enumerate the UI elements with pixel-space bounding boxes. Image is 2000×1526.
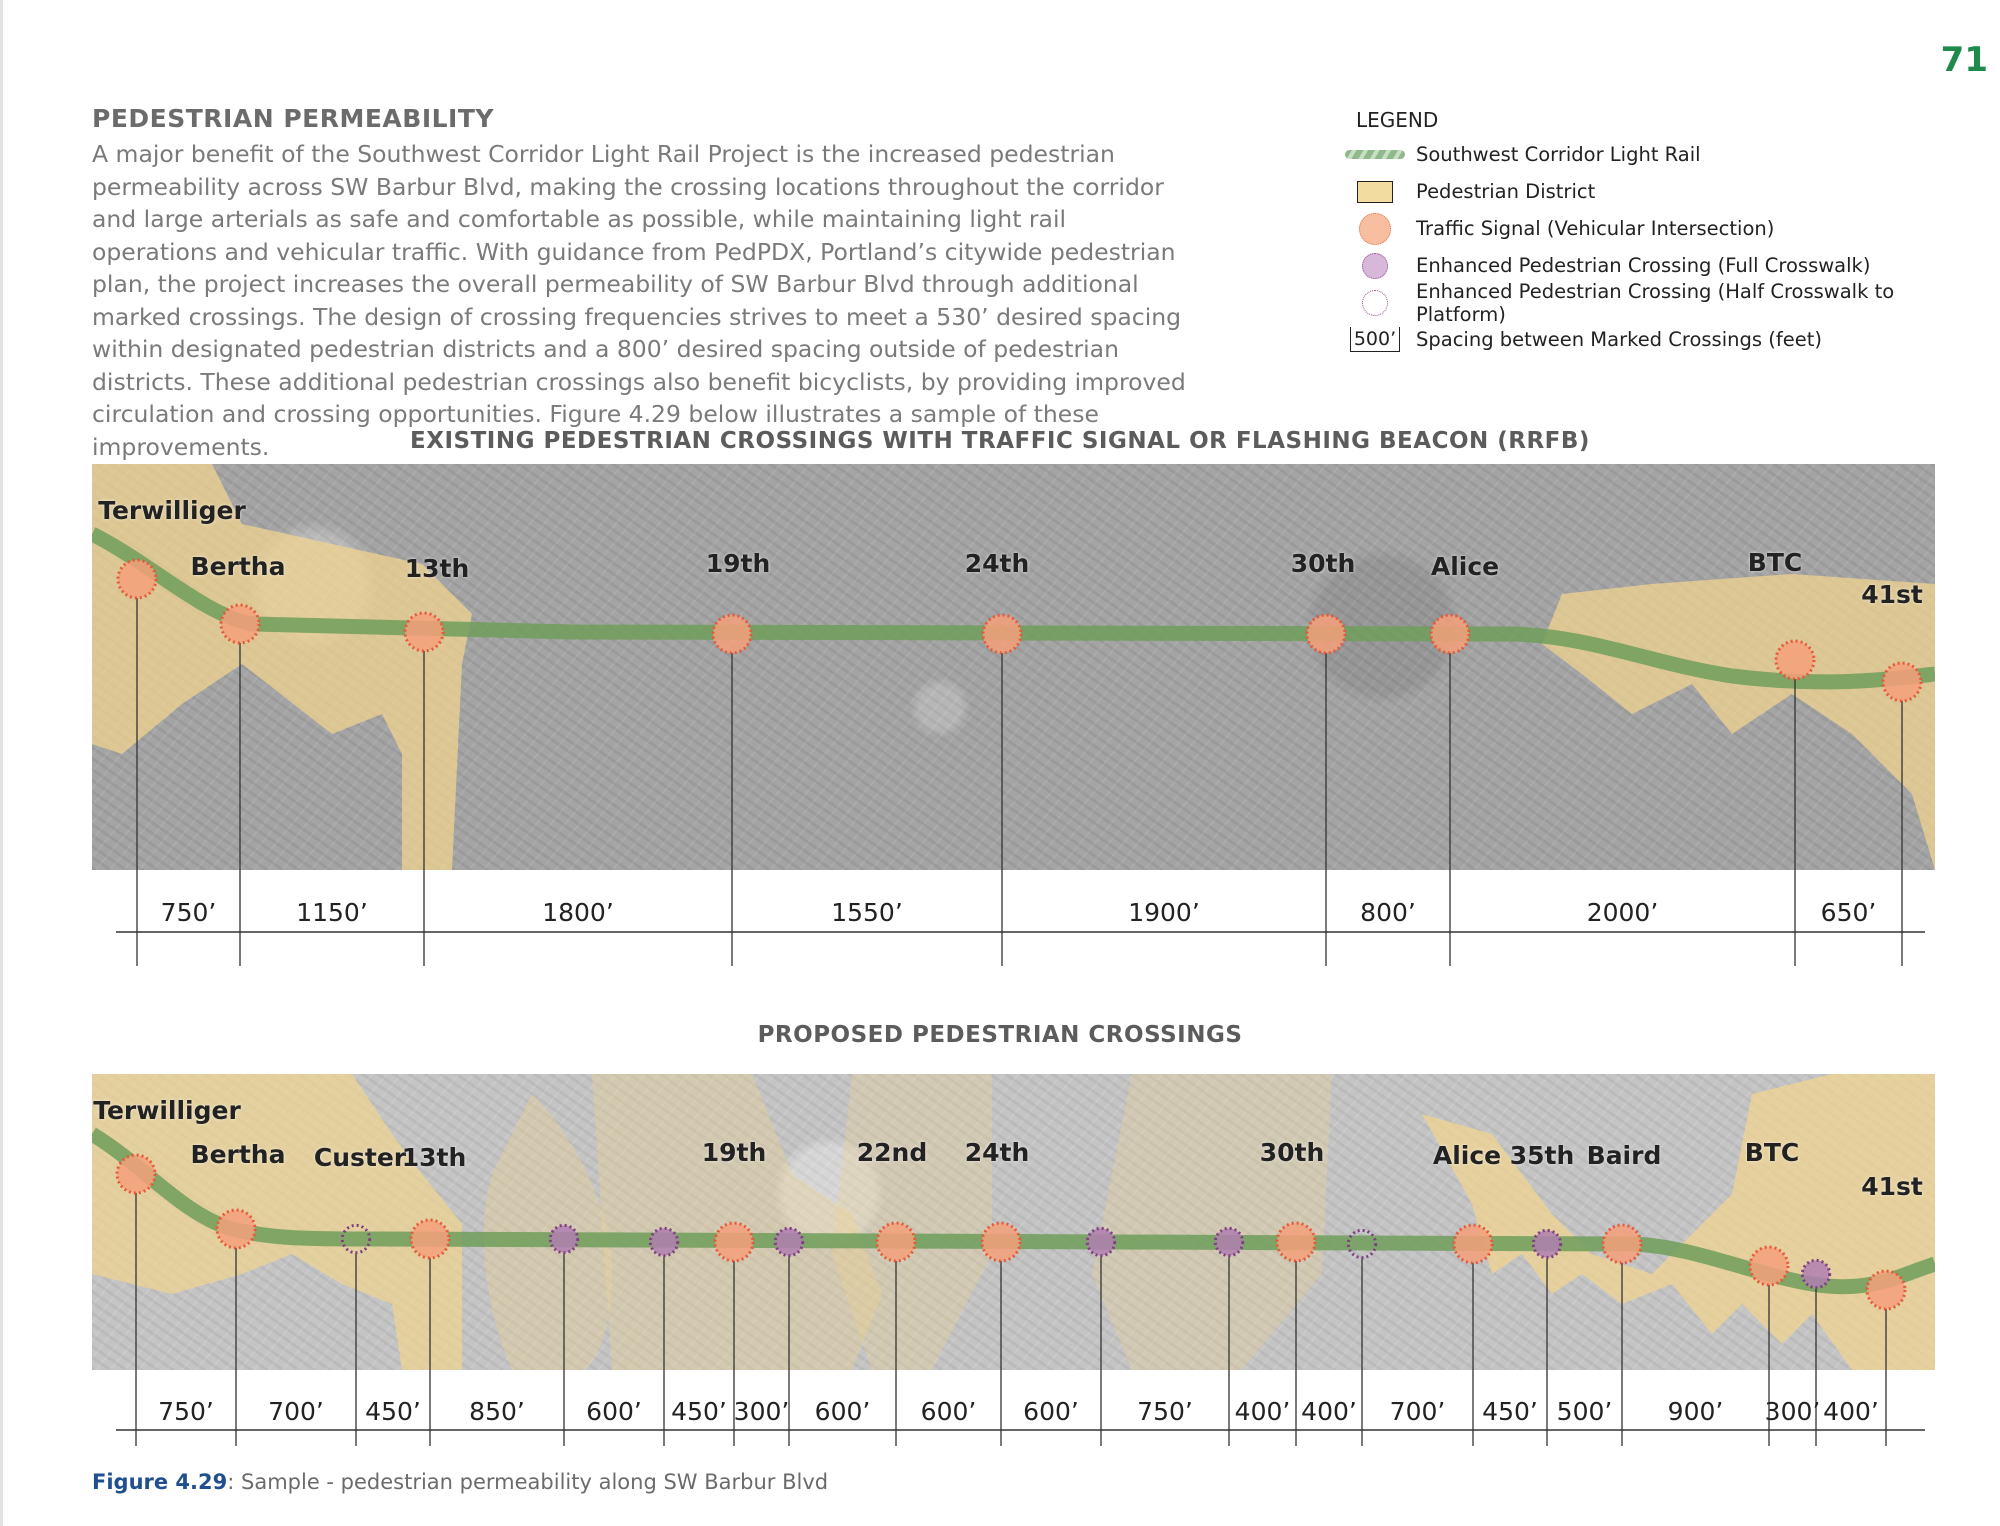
traffic-signal-marker (1776, 641, 1814, 679)
full-crosswalk-icon (1362, 253, 1388, 279)
traffic-signal-marker (117, 1155, 155, 1193)
light-rail-swatch-icon (1345, 150, 1405, 159)
half-crosswalk-icon (1362, 290, 1388, 316)
legend-label-spacing: Spacing between Marked Crossings (feet) (1416, 328, 1822, 351)
proposed-crossings-map (92, 1074, 1935, 1370)
station-label: 19th (701, 1138, 767, 1167)
spacing-label: 1800’ (542, 898, 614, 927)
traffic-signal-marker (118, 560, 156, 598)
station-label: Custer (313, 1143, 407, 1172)
traffic-signal-marker (221, 605, 259, 643)
legend-row-rail (1340, 136, 1980, 173)
traffic-signal-marker (1750, 1247, 1788, 1285)
station-label: 24th (964, 549, 1030, 578)
spacing-label: 450’ (671, 1397, 727, 1426)
traffic-signal-icon (1359, 213, 1391, 245)
figure-label: Figure 4.29 (92, 1470, 228, 1494)
spacing-label: 800’ (1360, 898, 1416, 927)
traffic-signal-marker (405, 613, 443, 651)
station-label: Alice (1432, 1141, 1502, 1170)
station-label: 19th (705, 549, 771, 578)
body-paragraph: A major benefit of the Southwest Corridor Light Rail Project is the increased pedestrian permeability across SW Barbur Blvd, making the crossing locations throughout the corridor and large arterials as safe and comfortable as possible, while maintaining light rail operations and vehicular traffic. With guidance from PedPDX, Portland’s citywide pedestrian plan, the project increases the overall permeability of SW Barbur Blvd through additional marked crossings. The design of crossing frequencies strives to meet a 530’ desired spacing within designated pedestrian districts and a 800’ desired spacing outside of pedestrian districts. These additional pedestrian crossings also benefit bicyclists, by providing improved circulation and crossing opportunities. Figure 4.29 below illustrates a sample of these improvements. (92, 140, 1186, 461)
station-label: Bertha (190, 552, 286, 581)
legend-label-half: Enhanced Pedestrian Crossing (Half Crosswalk to Platform) (1416, 279, 1895, 326)
spacing-label: 500’ (1556, 1397, 1613, 1426)
station-label: Terwilliger (93, 1096, 241, 1125)
spacing-label: 2000’ (1586, 898, 1659, 927)
legend-row-signal (1340, 210, 1980, 247)
traffic-signal-marker (217, 1210, 255, 1248)
station-label: 13th (404, 554, 470, 583)
station-label: Baird (1586, 1141, 1662, 1170)
spacing-label: 650’ (1820, 898, 1877, 927)
station-label: 30th (1290, 549, 1356, 578)
legend-row-spacing (1340, 321, 1980, 358)
station-label: Terwilliger (98, 496, 246, 525)
legend-label-full: Enhanced Pedestrian Crossing (Full Crosswalk) (1416, 254, 1871, 277)
traffic-signal-marker (411, 1220, 449, 1258)
existing-map-title: EXISTING PEDESTRIAN CROSSINGS WITH TRAFFIC SIGNAL OR FLASHING BEACON (RRFB) (410, 428, 1590, 454)
spacing-label: 1550’ (831, 898, 903, 927)
station-label: 30th (1259, 1138, 1325, 1167)
spacing-label: 600’ (920, 1397, 977, 1426)
spacing-label: 600’ (1023, 1397, 1079, 1426)
spacing-label: 400’ (1301, 1397, 1357, 1426)
spacing-label: 400’ (1823, 1397, 1879, 1426)
spacing-label: 700’ (268, 1397, 324, 1426)
traffic-signal-marker (715, 1223, 753, 1261)
spacing-label: 400’ (1234, 1397, 1291, 1426)
station-label: Alice (1430, 552, 1500, 581)
full-crosswalk-marker (1215, 1228, 1242, 1255)
legend-label-district: Pedestrian District (1416, 180, 1596, 203)
traffic-signal-marker (1431, 615, 1469, 653)
station-label: 22nd (856, 1138, 928, 1167)
spacing-label: 700’ (1389, 1397, 1446, 1426)
proposed-map-title: PROPOSED PEDESTRIAN CROSSINGS (757, 1022, 1243, 1048)
full-crosswalk-marker (775, 1228, 802, 1255)
spacing-label: 300’ (733, 1397, 790, 1426)
station-label: BTC (1747, 548, 1803, 577)
spacing-label: 750’ (158, 1397, 214, 1426)
page-number: 71 (1940, 40, 1988, 80)
legend-label-rail: Southwest Corridor Light Rail (1416, 143, 1701, 166)
full-crosswalk-marker (650, 1228, 677, 1255)
legend-title: LEGEND (1356, 108, 1439, 132)
traffic-signal-marker (1603, 1225, 1641, 1263)
proposed-rail-layer (92, 1074, 1935, 1370)
figure-caption (92, 1470, 828, 1494)
spacing-sample: 500’ (1350, 327, 1400, 352)
page-edge (0, 0, 3, 1526)
traffic-signal-marker (983, 615, 1021, 653)
station-label: BTC (1744, 1138, 1800, 1167)
legend-row-half (1340, 279, 1980, 326)
station-label: 13th (401, 1143, 467, 1172)
station-label: 41st (1861, 580, 1923, 609)
spacing-label: 850’ (469, 1397, 525, 1426)
spacing-label: 600’ (814, 1397, 871, 1426)
full-crosswalk-marker (1087, 1228, 1114, 1255)
traffic-signal-marker (982, 1223, 1020, 1261)
traffic-signal-marker (713, 615, 751, 653)
traffic-signal-marker (877, 1223, 915, 1261)
station-label: Bertha (190, 1140, 286, 1169)
traffic-signal-marker (1867, 1271, 1905, 1309)
traffic-signal-marker (1307, 615, 1345, 653)
spacing-label: 750’ (1137, 1397, 1193, 1426)
full-crosswalk-marker (550, 1225, 577, 1252)
spacing-label: 600’ (586, 1397, 642, 1426)
legend (1340, 108, 1980, 358)
pedestrian-district-swatch-icon (1357, 181, 1393, 203)
spacing-label: 450’ (365, 1397, 421, 1426)
spacing-label: 450’ (1482, 1397, 1538, 1426)
spacing-label: 1150’ (296, 898, 368, 927)
spacing-label: 1900’ (1128, 898, 1200, 927)
spacing-label: 300’ (1764, 1397, 1821, 1426)
existing-crossings-map (92, 464, 1935, 870)
station-label: 35th (1509, 1141, 1575, 1170)
station-label: 24th (964, 1138, 1030, 1167)
existing-spacing-axis (92, 870, 1935, 970)
legend-row-full (1340, 247, 1980, 284)
traffic-signal-marker (1454, 1225, 1492, 1263)
spacing-label: 900’ (1667, 1397, 1724, 1426)
existing-rail-layer (92, 464, 1935, 870)
legend-row-district (1340, 173, 1980, 210)
section-title: PEDESTRIAN PERMEABILITY (92, 104, 495, 133)
legend-label-signal: Traffic Signal (Vehicular Intersection) (1416, 217, 1775, 240)
figure-caption-text: : Sample - pedestrian permeability along SW Barbur Blvd (227, 1470, 829, 1494)
traffic-signal-marker (1883, 663, 1921, 701)
spacing-label: 750’ (160, 898, 217, 927)
full-crosswalk-marker (1802, 1260, 1829, 1287)
full-crosswalk-marker (1533, 1230, 1560, 1257)
station-label: 41st (1861, 1172, 1923, 1201)
traffic-signal-marker (1277, 1223, 1315, 1261)
